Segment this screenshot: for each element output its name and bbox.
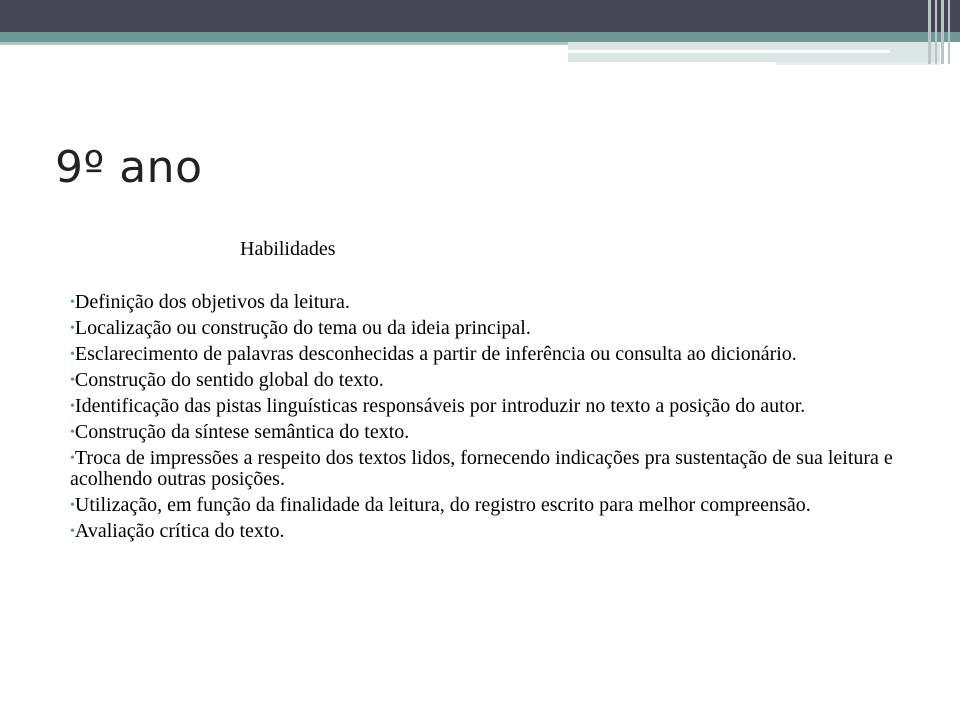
header-stripe [935,0,937,64]
header-stripe [948,0,950,64]
bullet-dot-icon: • [70,425,75,440]
bullet-dot-icon: • [70,451,75,466]
bullet-text: Localização ou construção do tema ou da ideia principal. [74,317,531,339]
bullet-text: Troca de impressões a respeito dos textos lidos, fornecendo indicações pra sustentação de sua leitura e acolhendo outras posições. [70,447,893,490]
bullet-item [70,422,920,443]
slide-title: 9º ano [55,142,203,193]
bullet-dot-icon: • [70,347,75,362]
bullet-item [70,318,920,339]
bullet-dot-icon: • [70,295,75,310]
header-stripe [928,0,931,64]
bullet-text: Avaliação crítica do texto. [74,520,285,542]
bullet-item [70,344,920,365]
header-stripe [941,0,944,64]
bullet-item [70,370,920,391]
header-teal-thin-line [0,42,568,45]
bullet-text: Esclarecimento de palavras desconhecidas a partir de inferência ou consulta ao dicionário. [74,343,797,365]
bullet-item [70,396,920,417]
bullet-text: Identificação das pistas linguísticas responsáveis por introduzir no texto a posição do autor. [74,395,806,417]
bullet-text: Construção do sentido global do texto. [74,369,384,391]
bullet-dot-icon: • [70,321,75,336]
header-white-line [568,50,890,53]
bullet-text: Definição dos objetivos da leitura. [74,291,350,313]
bullet-dot-icon: • [70,399,75,414]
bullet-text: Construção da síntese semântica do texto. [74,421,410,443]
bullet-item [70,448,920,490]
bullet-item [70,521,920,542]
bullet-text: Utilização, em função da finalidade da leitura, do registro escrito para melhor compreensão. [74,494,811,516]
bullet-dot-icon: • [70,373,75,388]
bullet-dot-icon: • [70,498,75,513]
bullet-item [70,292,920,313]
slide-subtitle: Habilidades [240,238,336,260]
bullet-item [70,495,920,516]
header-white-line-secondary [776,62,940,65]
bullet-list [70,292,920,547]
bullet-dot-icon: • [70,524,75,539]
header-teal-bar [0,32,960,42]
header-dark-bar [0,0,960,32]
